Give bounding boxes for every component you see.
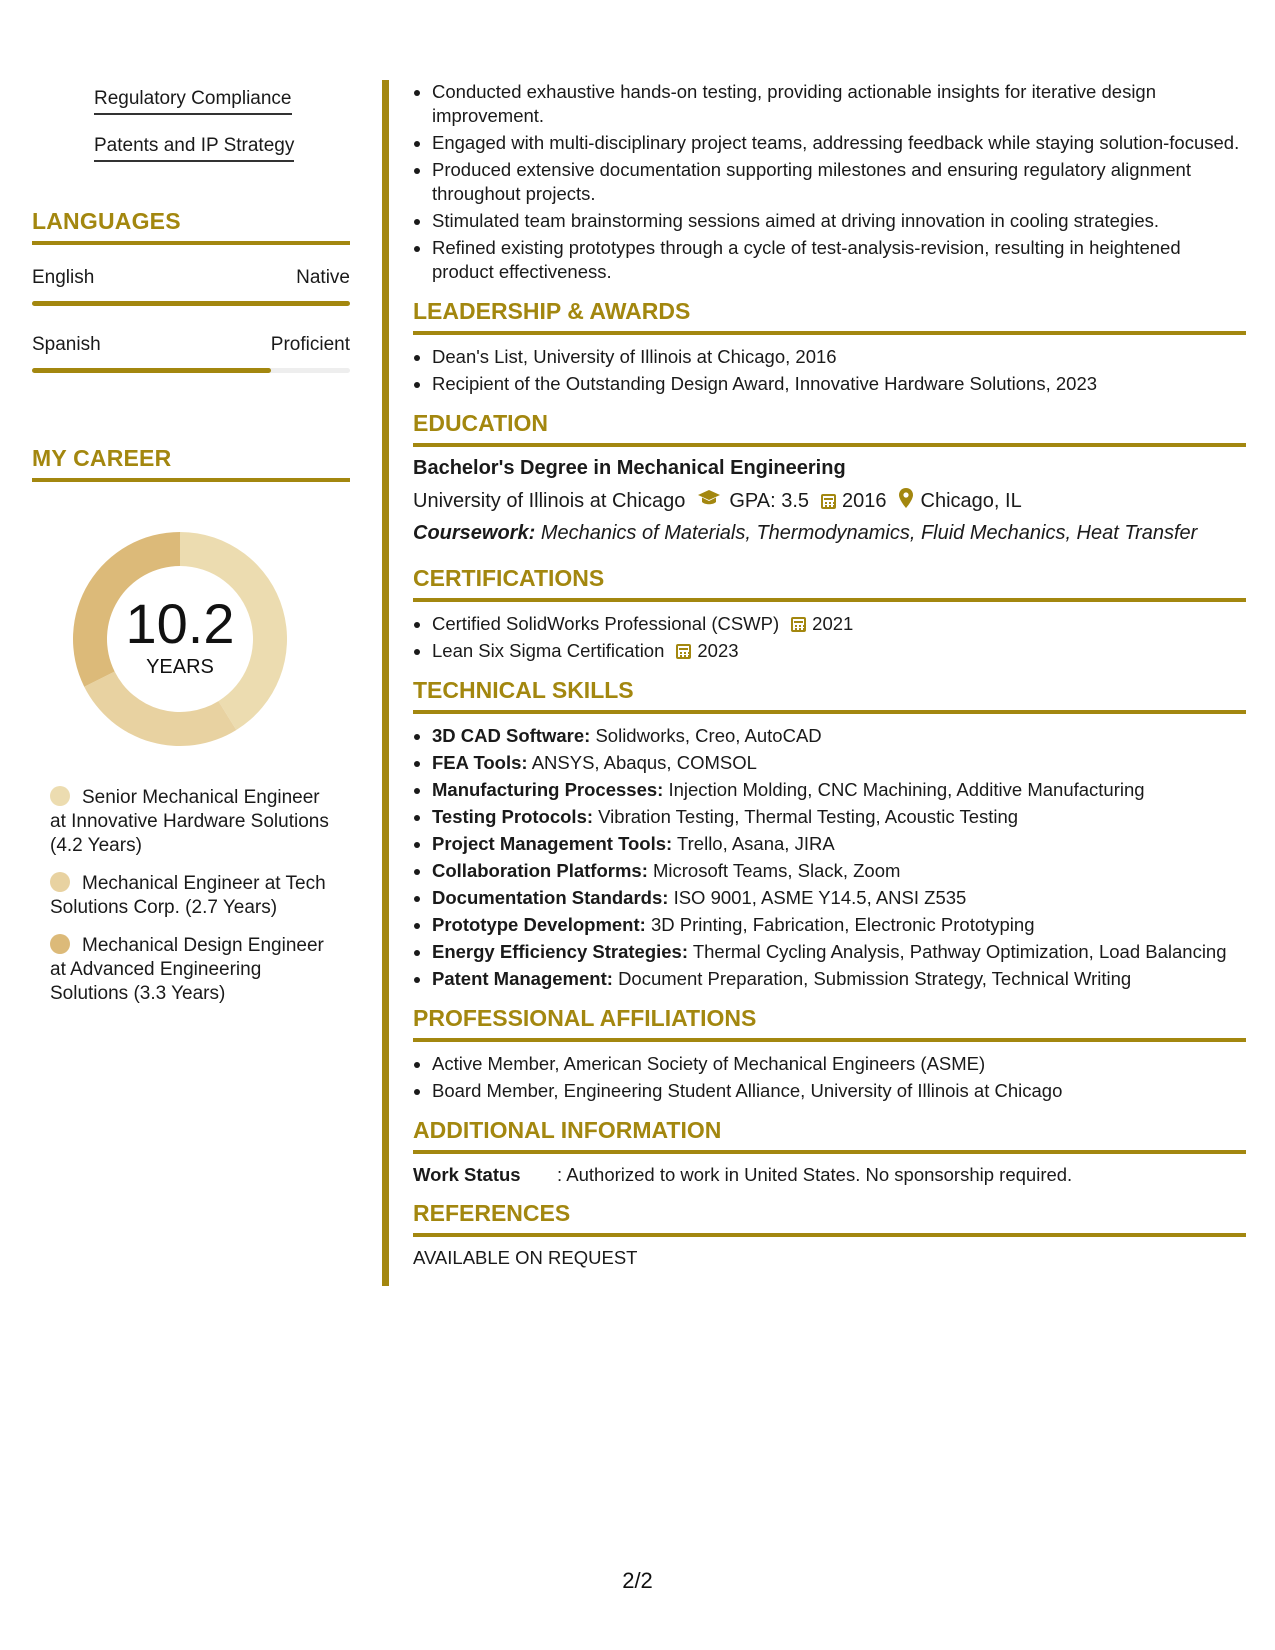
page-number: 2/2 — [622, 1568, 653, 1593]
skill-item — [432, 859, 1246, 883]
education-details — [413, 488, 1246, 514]
skill-item — [432, 967, 1246, 991]
certifications-title: CERTIFICATIONS — [413, 565, 605, 591]
language-name: English — [32, 267, 95, 288]
experience-bullet: • Produced extensive documentation supporting milestones and ensuring regulatory alignment throughout projects. — [432, 158, 1246, 206]
education-school: University of Illinois at Chicago — [413, 489, 686, 512]
award-item: • Recipient of the Outstanding Design Award, Innovative Hardware Solutions, 2023 — [432, 372, 1246, 396]
section-rule — [413, 443, 1246, 447]
donut-segment-2 — [84, 672, 236, 746]
education-degree: Bachelor's Degree in Mechanical Engineering — [413, 457, 846, 479]
skill-label: 3D CAD Software: — [432, 725, 591, 746]
awards-list — [413, 345, 1246, 396]
awards-title: LEADERSHIP & AWARDS — [413, 298, 691, 324]
legend-dot — [50, 786, 70, 806]
skill-item — [432, 805, 1246, 829]
skill-label: Collaboration Platforms: — [432, 860, 648, 881]
additional-info-title: ADDITIONAL INFORMATION — [413, 1117, 722, 1143]
additional-info-row — [413, 1164, 1246, 1186]
skill-item — [432, 751, 1246, 775]
certification-item — [432, 639, 1246, 663]
languages-section — [32, 208, 350, 373]
skill-label: Documentation Standards: — [432, 887, 669, 908]
career-legend-item — [50, 934, 330, 1006]
career-legend — [32, 786, 350, 1006]
technical-skills-title: TECHNICAL SKILLS — [413, 677, 634, 703]
language-bar — [32, 368, 350, 373]
skill-value: ANSYS, Abaqus, COMSOL — [531, 752, 757, 773]
additional-info-section — [413, 1117, 1246, 1186]
graduation-cap-icon — [697, 489, 721, 513]
skill-label: Manufacturing Processes: — [432, 779, 664, 800]
certifications-section — [413, 565, 1246, 663]
career-section — [32, 445, 350, 1006]
skill-label: Prototype Development: — [432, 914, 646, 935]
section-rule — [413, 1150, 1246, 1154]
calendar-icon — [821, 494, 836, 509]
skill-label: Project Management Tools: — [432, 833, 673, 854]
language-row — [32, 334, 350, 356]
technical-skills-section — [413, 677, 1246, 991]
affiliations-section — [413, 1005, 1246, 1103]
skill-value: 3D Printing, Fabrication, Electronic Prototyping — [650, 914, 1035, 935]
language-level: Native — [296, 267, 350, 288]
work-status-label: Work Status — [413, 1164, 521, 1185]
skill-item — [432, 940, 1246, 964]
education-coursework — [413, 522, 1246, 545]
skill-item — [432, 832, 1246, 856]
calendar-icon — [791, 617, 806, 632]
skill-item — [432, 778, 1246, 802]
award-item: • Dean's List, University of Illinois at Chicago, 2016 — [432, 345, 1246, 369]
work-status-value: : Authorized to work in United States. No sponsorship required. — [557, 1164, 1073, 1185]
coursework-label: Coursework: — [413, 522, 536, 544]
section-rule — [413, 1233, 1246, 1237]
skill-tag: Regulatory Compliance — [94, 88, 292, 115]
education-title: EDUCATION — [413, 410, 549, 436]
skill-value: Document Preparation, Submission Strategy, Technical Writing — [618, 968, 1132, 989]
section-rule — [413, 1038, 1246, 1042]
career-title: MY CAREER — [32, 445, 172, 471]
section-rule — [413, 598, 1246, 602]
education-gpa: GPA: 3.5 — [729, 489, 810, 512]
skill-value: Thermal Cycling Analysis, Pathway Optimization, Load Balancing — [692, 941, 1227, 962]
coursework-list: Mechanics of Materials, Thermodynamics, Fluid Mechanics, Heat Transfer — [540, 522, 1198, 544]
career-total-unit: YEARS — [146, 656, 214, 678]
experience-bullets — [413, 80, 1246, 284]
skill-value: Microsoft Teams, Slack, Zoom — [653, 860, 901, 881]
calendar-icon — [676, 644, 691, 659]
language-name: Spanish — [32, 334, 101, 355]
skill-value: Vibration Testing, Thermal Testing, Acoustic Testing — [598, 806, 1019, 827]
skill-value: ISO 9001, ASME Y14.5, ANSI Z535 — [673, 887, 967, 908]
experience-bullet: • Engaged with multi-disciplinary project teams, addressing feedback while staying solution-focused. — [432, 131, 1246, 155]
certifications-list — [413, 612, 1246, 663]
awards-section — [413, 298, 1246, 396]
legend-dot — [50, 872, 70, 892]
skill-tag: Patents and IP Strategy — [94, 135, 294, 162]
section-rule — [32, 241, 350, 245]
references-section — [413, 1200, 1246, 1269]
location-pin-icon — [899, 488, 913, 514]
sidebar — [32, 82, 350, 1020]
education-location: Chicago, IL — [920, 489, 1022, 512]
affiliation-item: • Active Member, American Society of Mechanical Engineers (ASME) — [432, 1052, 1246, 1076]
skill-item — [432, 724, 1246, 748]
experience-bullet: • Conducted exhaustive hands-on testing, providing actionable insights for iterative design improvement. — [432, 80, 1246, 128]
skill-value: Trello, Asana, JIRA — [677, 833, 835, 854]
certification-year: 2023 — [697, 640, 739, 661]
education-section — [413, 410, 1246, 545]
language-bar-fill — [32, 301, 350, 306]
career-legend-text: Senior Mechanical Engineer at Innovative Hardware Solutions (4.2 Years) — [50, 787, 329, 856]
skill-value: Injection Molding, CNC Machining, Additive Manufacturing — [668, 779, 1145, 800]
legend-dot — [50, 934, 70, 954]
language-level: Proficient — [270, 334, 350, 355]
career-legend-text: Mechanical Engineer at Tech Solutions Corp. (2.7 Years) — [50, 873, 326, 918]
certification-item — [432, 612, 1246, 636]
skill-item — [432, 886, 1246, 910]
experience-bullet: • Stimulated team brainstorming sessions aimed at driving innovation in cooling strategies. — [432, 209, 1246, 233]
main-column — [413, 80, 1246, 1269]
skill-item — [432, 913, 1246, 937]
career-legend-item — [50, 786, 330, 858]
section-rule — [32, 478, 350, 482]
language-bar-fill — [32, 368, 271, 373]
certification-name: Certified SolidWorks Professional (CSWP) — [432, 613, 780, 634]
skill-value: Solidworks, Creo, AutoCAD — [595, 725, 822, 746]
skill-label: Energy Efficiency Strategies: — [432, 941, 689, 962]
skill-label: Patent Management: — [432, 968, 613, 989]
references-text: AVAILABLE ON REQUEST — [413, 1247, 638, 1268]
career-legend-item — [50, 872, 330, 920]
skill-label: FEA Tools: — [432, 752, 528, 773]
technical-skills-list — [413, 724, 1246, 991]
references-title: REFERENCES — [413, 1200, 571, 1226]
education-year: 2016 — [842, 489, 887, 512]
main-column-accent-bar — [382, 80, 389, 1286]
certification-year: 2021 — [812, 613, 854, 634]
affiliation-item: • Board Member, Engineering Student Alliance, University of Illinois at Chicago — [432, 1079, 1246, 1103]
language-bar — [32, 301, 350, 306]
affiliations-list — [413, 1052, 1246, 1103]
section-rule — [413, 710, 1246, 714]
career-legend-text: Mechanical Design Engineer at Advanced Engineering Solutions (3.3 Years) — [50, 935, 324, 1004]
certification-name: Lean Six Sigma Certification — [432, 640, 665, 661]
affiliations-title: PROFESSIONAL AFFILIATIONS — [413, 1005, 757, 1031]
experience-bullet: • Refined existing prototypes through a cycle of test-analysis-revision, resulting in heightened product effectiveness. — [432, 236, 1246, 284]
career-total-years: 10.2 — [125, 592, 235, 655]
languages-title: LANGUAGES — [32, 208, 181, 234]
section-rule — [413, 331, 1246, 335]
career-donut-chart — [67, 526, 293, 752]
skill-label: Testing Protocols: — [432, 806, 594, 827]
language-row — [32, 267, 350, 289]
